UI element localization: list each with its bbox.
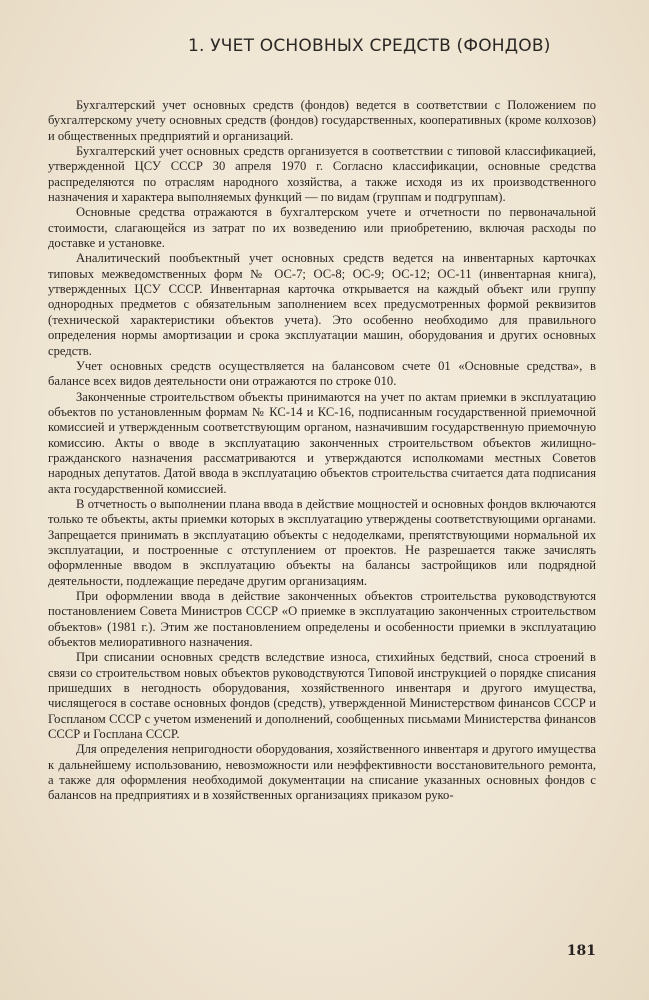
paragraph-7: В отчетность о выполнении плана ввода в действие мощностей и основных фондов включаются только те объекты, акты приемки которых в эксплуатацию утверждены соответствующими органами. Запрещается принимать в эксплуатацию объекты с недоделками, препятствующими нормальной их эксплуатации, и построенные с отступлением от проектов. Не разрешается также зачислять оформленные вводом в эксплуатацию объекты на балансы застройщиков или подрядной деятельности, подлежащие передаче другим организациям. bbox=[48, 496, 596, 588]
paragraph-10: Для определения непригодности оборудования, хозяйственного инвентаря и другого имущества к дальнейшему использованию, невозможности или неэффективности восстановительного ремонта, а также для оформления необходимой документации на списание указанных основных фондов с балансов на предприятиях и в хозяйственных организациях приказом руко- bbox=[48, 742, 596, 803]
document-page bbox=[28, 0, 618, 1000]
body-text bbox=[48, 98, 596, 804]
section-heading: 1. УЧЕТ ОСНОВНЫХ СРЕДСТВ (ФОНДОВ) bbox=[188, 36, 551, 56]
paragraph-1: Бухгалтерский учет основных средств (фондов) ведется в соответствии с Положением по бухгалтерскому учету основных средств (фондов) государственных, кооперативных (кроме колхозов) и общественных предприятий и организаций. bbox=[48, 98, 596, 143]
page-number: 181 bbox=[566, 943, 596, 959]
paragraph-2: Бухгалтерский учет основных средств организуется в соответствии с типовой классификацией, утвержденной ЦСУ СССР 30 апреля 1970 г. Согласно классификации, основные средства распределяются по отраслям народного хозяйства, а также исходя из их производственного назначения и характера выполняемых функций — по видам (группам и подгруппам). bbox=[48, 144, 596, 205]
paragraph-5: Учет основных средств осуществляется на балансовом счете 01 «Основные средства», в балансе всех видов деятельности они отражаются по строке 010. bbox=[48, 358, 596, 389]
paragraph-8: При оформлении ввода в действие законченных объектов строительства руководствуются постановлением Совета Министров СССР «О приемке в эксплуатацию законченных строительством объектов» (1981 г.). Этим же постановлением определены и особенности приемки в эксплуатацию объектов мелиоративного назначения. bbox=[48, 589, 596, 650]
paragraph-3: Основные средства отражаются в бухгалтерском учете и отчетности по первоначальной стоимости, слагающейся из затрат по их возведению или приобретению, включая расходы по доставке и установке. bbox=[48, 205, 596, 251]
paragraph-9: При списании основных средств вследствие износа, стихийных бедствий, сноса строений в связи со строительством новых объектов руководствуются Типовой инструкцией о порядке списания пришедших в негодность оборудования, хозяйственного инвентаря и другого имущества, числящегося в составе основных фондов (средств), утвержденной Министерством финансов СССР и Госпланом СССР с учетом изменений и дополнений, сообщенных письмами Министерства финансов СССР и Госплана СССР. bbox=[48, 650, 596, 742]
paragraph-4: Аналитический пообъектный учет основных средств ведется на инвентарных карточках типовых межведомственных форм № ОС-7; ОС-8; ОС-9; ОС-12; ОС-11 (инвентарная книга), утвержденных ЦСУ СССР. Инвентарная карточка открывается на каждый объект или группу однородных предметов с обязательным заполнением всех предусмотренных формой реквизитов (технической характеристики объектов учета). Это особенно необходимо для правильного определения нормы амортизации и срока эксплуатации машин, оборудования и других основных средств. bbox=[48, 251, 596, 358]
paragraph-6: Законченные строительством объекты принимаются на учет по актам приемки в эксплуатацию объектов по установленным формам № КС-14 и КС-16, подписанным государственной приемочной комиссией и утвержденным соответствующим органом, назначившим государственную приемочную комиссию. Акты о вводе в эксплуатацию законченных строительством объектов жилищно-гражданского назначения рассматриваются и утверждаются исполкомами местных Советов народных депутатов. Датой ввода в эксплуатацию объектов строительства считается дата подписания акта государственной комиссией. bbox=[48, 389, 596, 496]
